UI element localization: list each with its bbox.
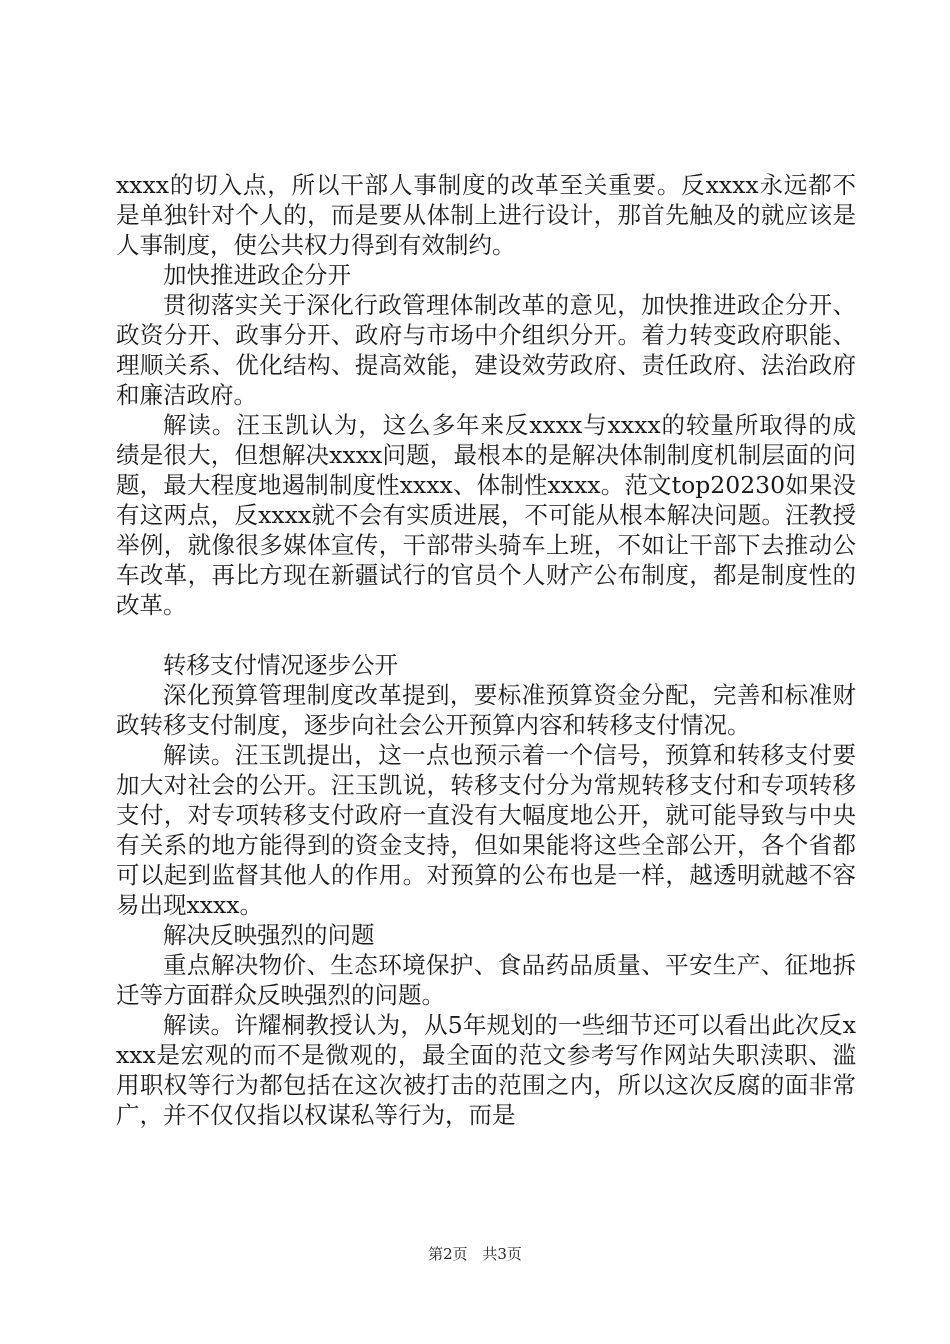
paragraph-intro: xxxx的切入点，所以干部人事制度的改革至关重要。反xxxx永远都不是单独针对个人的，而是要从体制上进行设计，那首先触及的就应该是人事制度，使公共权力得到有效制约。 — [116, 171, 856, 259]
section-heading-enterprise: 加快推进政企分开 — [163, 261, 351, 289]
page-number: 第2页 — [428, 1245, 468, 1263]
paragraph: 重点解决物价、生态环境保护、食品药品质量、平安生产、征地拆迁等方面群众反映强烈的问题。 — [116, 951, 856, 1009]
page-footer — [0, 1244, 950, 1264]
section-heading-transfer: 转移支付情况逐步公开 — [163, 651, 398, 679]
page-total: 共3页 — [482, 1245, 522, 1263]
paragraph: 贯彻落实关于深化行政管理体制改革的意见，加快推进政企分开、政资分开、政事分开、政府与市场中介组织分开。着力转变政府职能、理顺关系、优化结构、提高效能，建设效劳政府、责任政府、法治政府和廉洁政府。 — [116, 291, 856, 409]
document-body — [116, 170, 856, 1130]
paragraph: 解读。许耀桐教授认为，从5年规划的一些细节还可以看出此次反xxxx是宏观的而不是微观的，最全面的范文参考写作网站失职渎职、滥用职权等行为都包括在这次被打击的范围之内，所以这次反腐的面非常广，并不仅仅指以权谋私等行为，而是 — [116, 1011, 856, 1129]
section-heading-issues: 解决反映强烈的问题 — [163, 921, 375, 949]
paragraph: 解读。汪玉凯提出，这一点也预示着一个信号，预算和转移支付要加大对社会的公开。汪玉凯说，转移支付分为常规转移支付和专项转移支付，对专项转移支付政府一直没有大幅度地公开，就可能导致与中央有关系的地方能得到的资金支持，但如果能将这些全部公开，各个省都可以起到监督其他人的作用。对预算的公布也是一样，越透明就越不容易出现xxxx。 — [116, 741, 856, 919]
paragraph: 解读。汪玉凯认为，这么多年来反xxxx与xxxx的较量所取得的成绩是很大，但想解决xxxx问题，最根本的是解决体制制度机制层面的问题，最大程度地遏制制度性xxxx、体制性xxxx。范文top20230如果没有这两点，反xxxx就不会有实质进展，不可能从根本解决问题。汪教授举例，就像很多媒体宣传，干部带头骑车上班，不如让干部下去推动公车改革，再比方现在新疆试行的官员个人财产公布制度，都是制度性的改革。 — [116, 411, 856, 619]
paragraph: 深化预算管理制度改革提到，要标准预算资金分配，完善和标准财政转移支付制度，逐步向社会公开预算内容和转移支付情况。 — [116, 681, 856, 739]
